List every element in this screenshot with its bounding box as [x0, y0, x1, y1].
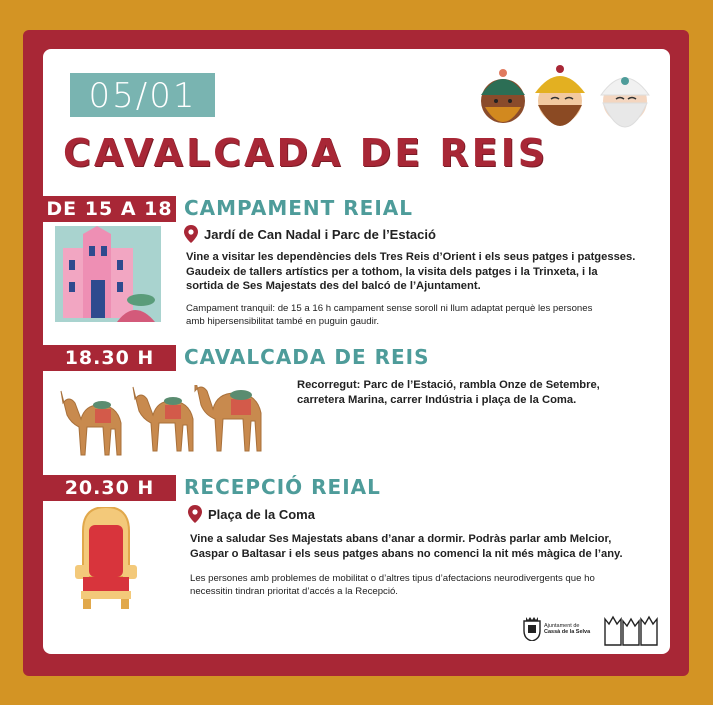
map-pin-icon	[188, 505, 202, 523]
location-label: Plaça de la Coma	[208, 506, 315, 522]
section-heading-campament: CAMPAMENT REIAL	[184, 196, 413, 220]
page-title: CAVALCADA DE REIS	[63, 131, 549, 175]
note-campament	[186, 302, 592, 328]
location-recepcio	[188, 505, 315, 523]
location-campament	[184, 225, 436, 243]
time-band-cavalcada: 18.30 H	[43, 345, 176, 371]
logo-line: Cassà de la Selva	[544, 629, 591, 635]
text-line: Recorregut: Parc de l’Estació, rambla Onze de Setembre,	[297, 379, 600, 391]
king-melchior-icon	[481, 69, 525, 123]
three-kings-illustration	[475, 59, 663, 139]
king-gaspar-icon	[535, 65, 585, 126]
location-label: Jardí de Can Nadal i Parc de l’Estació	[204, 226, 436, 242]
logo-line: Ajuntament de	[544, 622, 580, 629]
camels-illustration	[55, 385, 285, 463]
text-line: Gaspar o Baltasar i els seus patges abans no comenci la nit més màgica de l’any.	[190, 547, 623, 560]
text-line: carretera Marina, carrer Indústria i plaça de la Coma.	[297, 393, 577, 406]
note-line: amb hipersensibilitat també en puguin gaudir.	[186, 316, 380, 327]
note-recepcio	[190, 572, 595, 598]
description-cavalcada	[297, 378, 600, 407]
section-heading-recepcio: RECEPCIÓ REIAL	[184, 475, 381, 499]
throne-illustration	[73, 507, 139, 609]
logo-text	[544, 623, 590, 636]
coat-of-arms-icon	[523, 617, 541, 641]
time-band-campament: DE 15 A 18	[43, 196, 176, 222]
kings-crowns-logo	[603, 611, 661, 647]
text-line: Gaudeix de tallers artístics per a tothom, la visita dels patges i la Trinxeta, i la	[186, 265, 598, 278]
text-line: sortida de Ses Majestats des del balcó de l’Ajuntament.	[186, 280, 481, 292]
date-badge: 05/01	[70, 73, 215, 117]
poster-card	[43, 49, 670, 654]
castle-illustration	[55, 226, 161, 322]
note-line: Campament tranquil: de 15 a 16 h campament sense soroll ni llum adaptat perquè les persones	[186, 303, 593, 314]
description-campament	[186, 250, 635, 294]
section-heading-cavalcada: CAVALCADA DE REIS	[184, 345, 430, 369]
note-line: Les persones amb problemes de mobilitat o d’altres tipus d’afectacions neurodivergents que ho	[190, 573, 595, 584]
king-baltasar-icon	[601, 77, 649, 127]
note-line: necessitin tindran prioritat d’accés a la Recepció.	[190, 586, 398, 597]
ajuntament-logo	[523, 615, 593, 643]
description-recepcio	[190, 532, 623, 561]
map-pin-icon	[184, 225, 198, 243]
text-line: Vine a visitar les dependències dels Tres Reis d’Orient i els seus patges i patgesses.	[186, 251, 636, 263]
text-line: Vine a saludar Ses Majestats abans d’anar a dormir. Podràs parlar amb Melcior,	[190, 533, 612, 545]
time-band-recepcio: 20.30 H	[43, 475, 176, 501]
